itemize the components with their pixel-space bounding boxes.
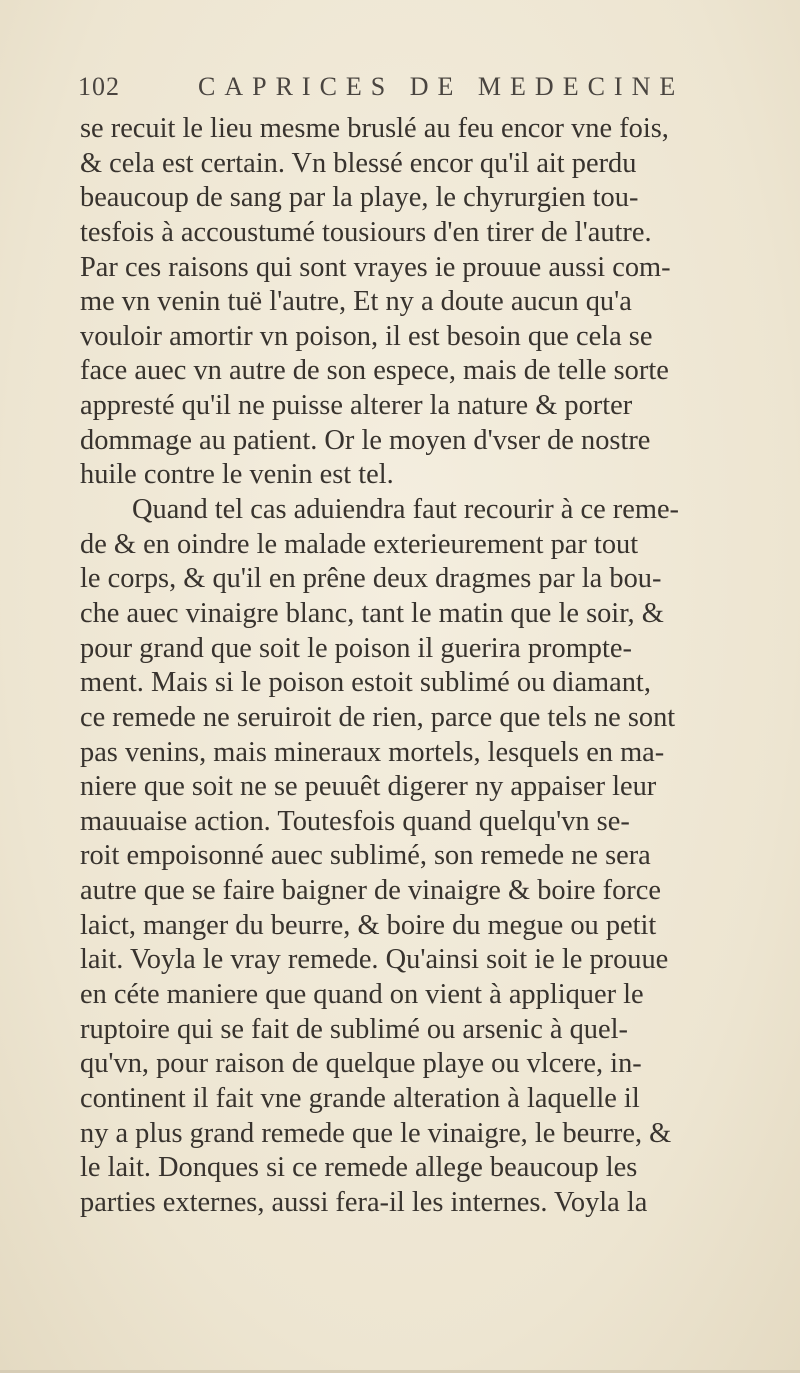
running-title: CAPRICES DE MEDECINE [198, 72, 685, 101]
text-line: autre que se faire baigner de vinaigre & boire force [80, 875, 661, 907]
text-line: lait. Voyla le vray remede. Qu'ainsi soit ie le prouue [80, 944, 669, 976]
text-line: le corps, & qu'il en prêne deux dragmes par la bou- [80, 563, 662, 595]
text-line: continent il fait vne grande alteration à laquelle il [80, 1082, 640, 1114]
text-line: beaucoup de sang par la playe, le chyrurgien tou- [80, 182, 639, 214]
text-line: ny a plus grand remede que le vinaigre, le beurre, & [80, 1117, 672, 1149]
text-line: ment. Mais si le poison estoit sublimé ou diamant, [80, 667, 651, 699]
text-line: pas venins, mais mineraux mortels, lesquels en ma- [80, 736, 665, 768]
text-line: ruptoire qui se fait de sublimé ou arsenic à quel- [80, 1013, 628, 1045]
text-line: pour grand que soit le poison il guerira prompte- [80, 632, 632, 664]
text-line: vouloir amortir vn poison, il est besoin que cela se [80, 320, 653, 352]
text-line: face auec vn autre de son espece, mais de telle sorte [80, 355, 669, 387]
text-line: & cela est certain. Vn blessé encor qu'il ait perdu [80, 147, 637, 179]
text-line: de & en oindre le malade exterieurement par tout [80, 528, 639, 560]
text-line: ce remede ne seruiroit de rien, parce que tels ne sont [80, 701, 676, 733]
text-line: che auec vinaigre blanc, tant le matin que le soir, & [80, 597, 664, 629]
text-line: le lait. Donques si ce remede allege beaucoup les [80, 1152, 638, 1184]
text-line: appresté qu'il ne puisse alterer la nature & porter [80, 390, 633, 422]
text-line: laict, manger du beurre, & boire du megue ou petit [80, 909, 657, 941]
text-line: se recuit le lieu mesme bruslé au feu encor vne fois, [80, 113, 669, 144]
text-line: mauuaise action. Toutesfois quand quelqu'vn se- [80, 805, 630, 837]
text-line: tesfois à accoustumé tousiours d'en tirer de l'autre. [80, 216, 652, 248]
text-line: en céte maniere que quand on vient à appliquer le [80, 979, 644, 1011]
page-number: 102 [78, 72, 120, 101]
text-line: dommage au patient. Or le moyen d'vser de nostre [80, 424, 651, 456]
text-line: huile contre le venin est tel. [80, 459, 394, 491]
text-line: parties externes, aussi fera-il les internes. Voyla la [80, 1186, 648, 1218]
body-text [80, 112, 740, 1221]
text-line: roit empoisonné auec sublimé, son remede ne sera [80, 840, 651, 872]
text-line: me vn venin tuë l'autre, Et ny a doute aucun qu'a [80, 286, 632, 318]
text-line: qu'vn, pour raison de quelque playe ou vlcere, in- [80, 1048, 642, 1080]
text-line: Par ces raisons qui sont vrayes ie prouue aussi com- [80, 251, 671, 283]
paragraph-start-line: Quand tel cas aduiendra faut recourir à ce reme- [132, 494, 680, 526]
page-header [78, 72, 718, 112]
text-line: niere que soit ne se peuuêt digerer ny appaiser leur [80, 771, 657, 803]
